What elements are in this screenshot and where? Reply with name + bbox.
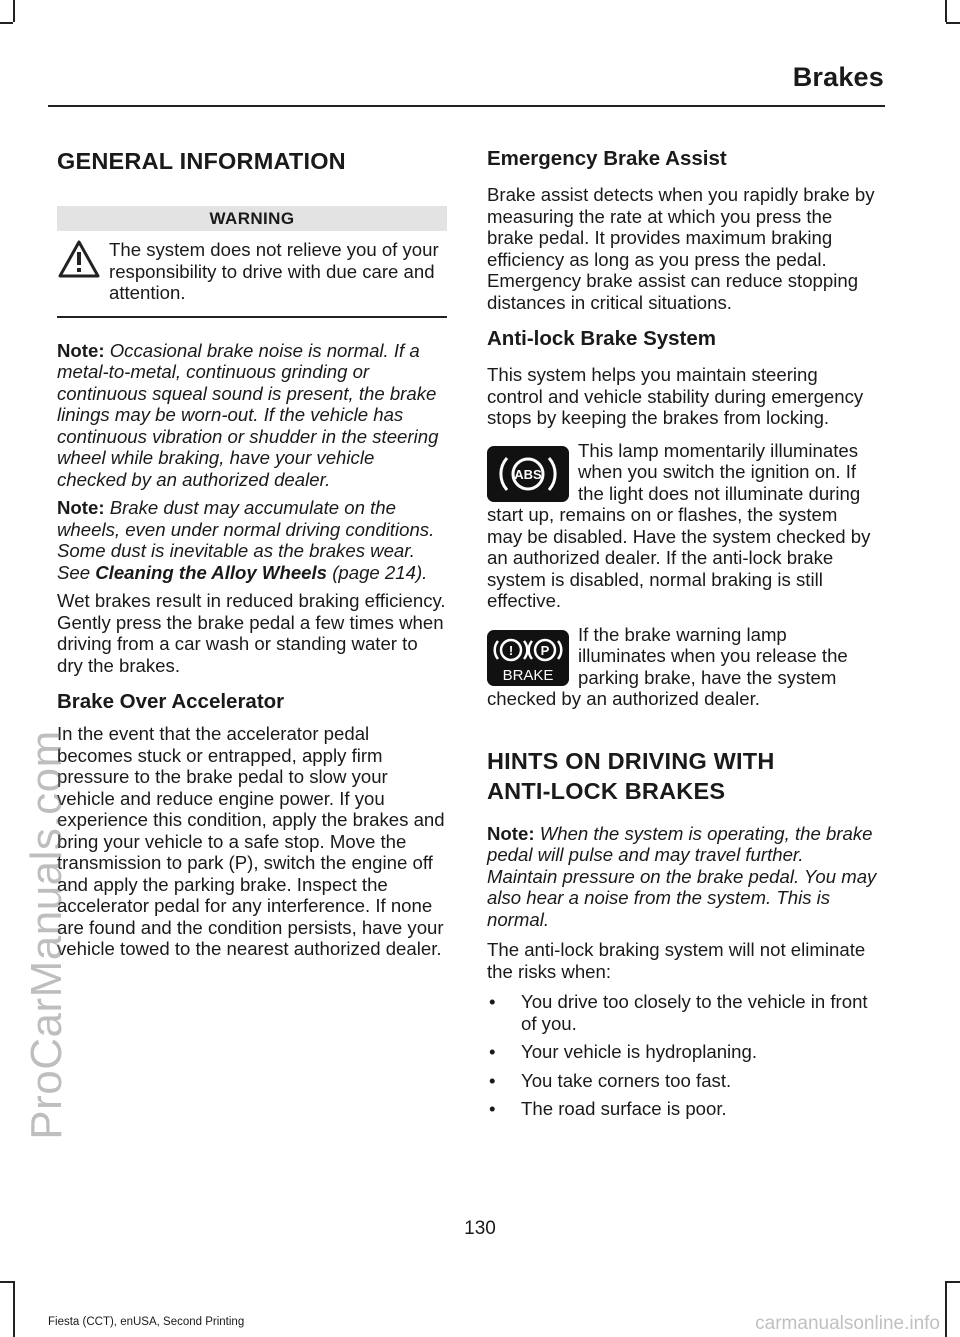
crop-mark bbox=[946, 22, 960, 24]
abs-warning-lamp-icon bbox=[487, 446, 569, 502]
hints-heading-line1: HINTS ON DRIVING WITH bbox=[487, 747, 775, 774]
note-brake-dust bbox=[57, 497, 447, 583]
general-information-heading: GENERAL INFORMATION bbox=[57, 148, 346, 174]
left-column bbox=[57, 140, 447, 960]
emergency-brake-assist-text: Brake assist detects when you rapidly brake by measuring the rate at which you press the brake pedal. It provides maximum braking efficiency as long as you press the pedal. Emergency brake assist can reduce stopping distances in critical situations. bbox=[487, 184, 875, 313]
hints-heading-line2: ANTI-LOCK BRAKES bbox=[487, 777, 726, 804]
side-watermark: ProCarManuals.com bbox=[22, 730, 71, 1140]
hints-heading bbox=[487, 746, 877, 806]
brake-lamp-parking: P bbox=[540, 642, 550, 658]
brake-over-accelerator-text: In the event that the accelerator pedal becomes stuck or entrapped, apply firm pressure to the brake pedal to slow your vehicle and reduce engine power. If you experience this condition, apply the brakes and bring your vehicle to a safe stop. Move the transmission to park (P), switch the engine off and apply the parking brake. Inspect the accelerator pedal for any interference. If none are found and the condition persists, have your vehicle towed to the nearest authorized dealer. bbox=[57, 723, 445, 959]
page-number: 130 bbox=[464, 1218, 496, 1239]
anti-lock-brake-system-heading: Anti-lock Brake System bbox=[487, 327, 717, 350]
note-text: Brake dust may accumulate on the wheels, even under normal driving conditions. Some dust is inevitable as the brakes wear. See bbox=[57, 497, 435, 583]
abs-lamp-label: ABS bbox=[514, 466, 542, 482]
bottom-watermark: carmanualsonline.info bbox=[755, 1313, 940, 1334]
right-column bbox=[487, 140, 877, 1127]
crop-mark bbox=[13, 1281, 15, 1337]
warning-triangle-icon bbox=[57, 239, 101, 279]
risks-intro: The anti-lock braking system will not eliminate the risks when: bbox=[487, 939, 866, 982]
page-reference: (page 214). bbox=[332, 561, 428, 583]
note-brake-noise bbox=[57, 340, 447, 491]
warning-label: WARNING bbox=[57, 206, 447, 231]
header-divider bbox=[48, 105, 885, 107]
abs-lamp-block bbox=[487, 440, 877, 612]
list-item: • Your vehicle is hydroplaning. bbox=[487, 1041, 877, 1063]
crop-mark bbox=[945, 1281, 947, 1337]
brake-lamp-label: BRAKE bbox=[502, 666, 554, 684]
brake-lamp-text: If the brake warning lamp illuminates when you release the parking brake, have the system checked by an authorized dealer. bbox=[487, 623, 848, 709]
crop-mark bbox=[13, 0, 15, 22]
page-title: Brakes bbox=[792, 62, 884, 92]
note-label: Note: bbox=[57, 339, 105, 361]
risks-list bbox=[487, 991, 877, 1120]
cross-reference-link[interactable]: Cleaning the Alloy Wheels bbox=[95, 561, 328, 583]
list-item: • You take corners too fast. bbox=[487, 1070, 877, 1092]
crop-mark bbox=[945, 0, 947, 22]
anti-lock-brake-system-text: This system helps you maintain steering control and vehicle stability during emergency stops by keeping the brakes from locking. bbox=[487, 364, 864, 428]
wet-brakes-paragraph: Wet brakes result in reduced braking efficiency. Gently press the brake pedal a few times when driving from a car wash or standing water to dry the brakes. bbox=[57, 590, 446, 676]
brake-over-accelerator-heading: Brake Over Accelerator bbox=[57, 690, 285, 713]
list-item: • The road surface is poor. bbox=[487, 1098, 877, 1120]
note-text: Occasional brake noise is normal. If a metal-to-metal, continuous grinding or continuous squeal sound is present, the brake linings may be worn-out. If the vehicle has continuous vibration or shudder in the steering wheel while braking, have your vehicle checked by an authorized dealer. bbox=[57, 339, 439, 490]
document-info: Fiesta (CCT), enUSA, Second Printing bbox=[48, 1316, 245, 1328]
crop-mark bbox=[0, 22, 13, 24]
warning-box bbox=[57, 231, 447, 316]
warning-divider bbox=[57, 316, 447, 318]
note-label: Note: bbox=[487, 822, 535, 844]
emergency-brake-assist-heading: Emergency Brake Assist bbox=[487, 147, 727, 170]
brake-lamp-exclamation: ! bbox=[508, 642, 514, 658]
note-text: When the system is operating, the brake pedal will pulse and may travel further. Maintain pressure on the brake pedal. You may also hear a noise from the system. This is normal. bbox=[487, 822, 877, 930]
abs-lamp-text: This lamp momentarily illuminates when you switch the ignition on. If the light does not illuminate during start up, remains on or flashes, the system may be disabled. Have the system checked by an authorized dealer. If the anti-lock brake system is disabled, normal braking is still effective. bbox=[487, 439, 871, 611]
note-label: Note: bbox=[57, 497, 105, 518]
list-item: • You drive too closely to the vehicle in front of you. bbox=[487, 991, 877, 1034]
note-abs-operating bbox=[487, 823, 877, 931]
warning-text: The system does not relieve you of your responsibility to drive with due care and attention. bbox=[109, 239, 439, 303]
brake-warning-lamp-icon bbox=[487, 630, 569, 686]
crop-mark bbox=[946, 1281, 960, 1283]
crop-mark bbox=[0, 1281, 13, 1283]
brake-lamp-block bbox=[487, 624, 877, 710]
